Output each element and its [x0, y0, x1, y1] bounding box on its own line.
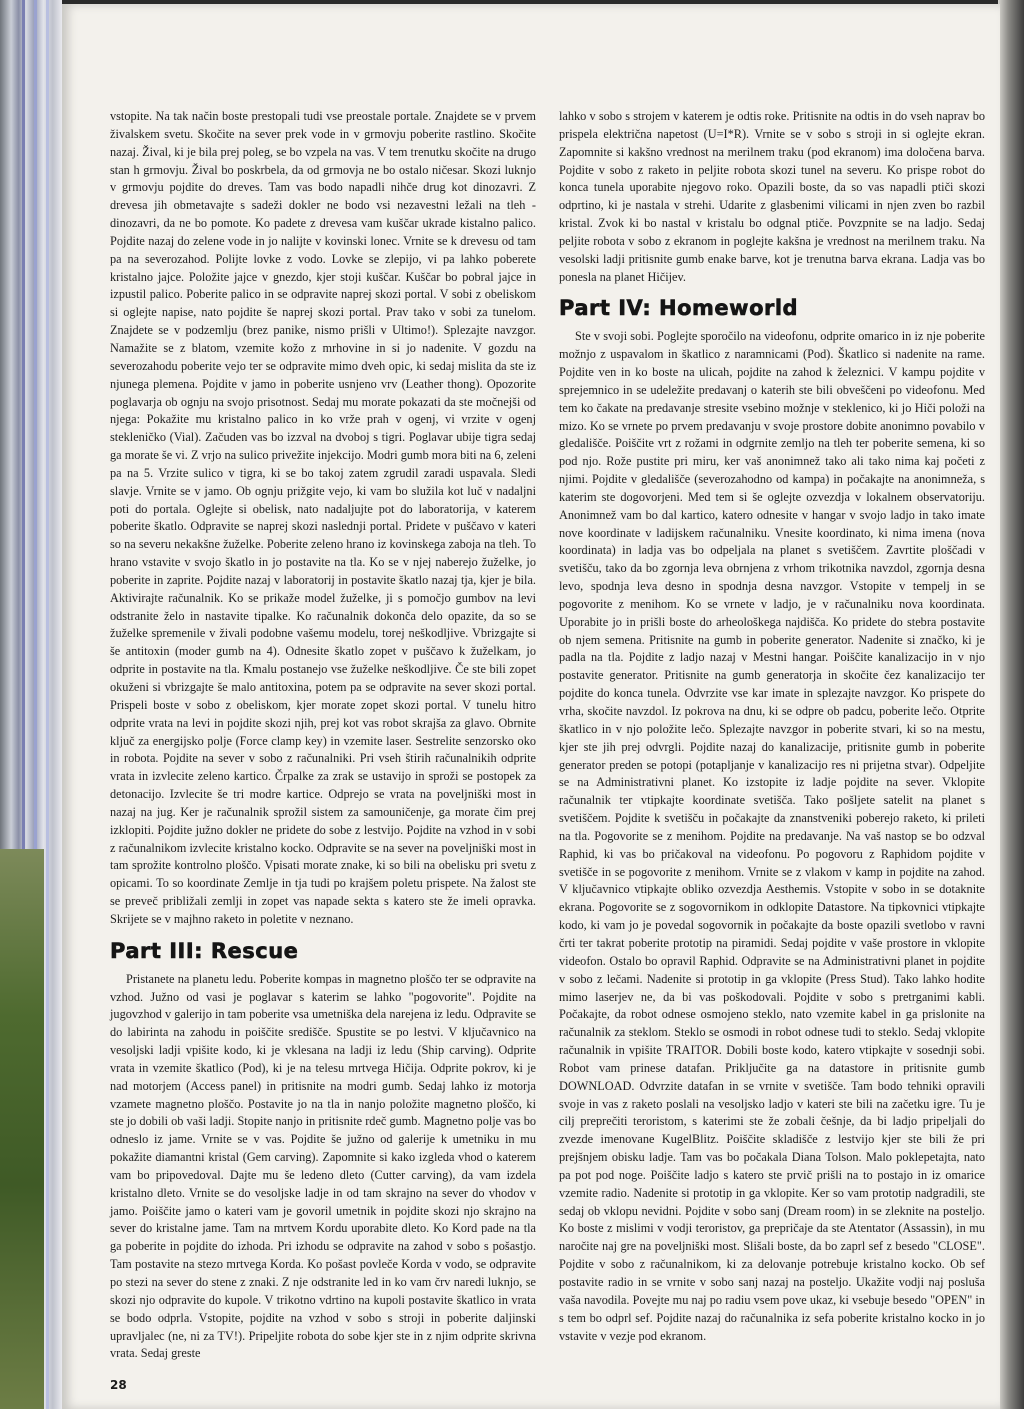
left-column [110, 108, 536, 1363]
right-column [559, 108, 985, 1345]
walkthrough-paragraph: Ste v svoji sobi. Poglejte sporočilo na videofonu, odprite omarico in iz nje poberite možnjo z uspavalom in škatlico z naramnicami (Pod). Škatlico si nadenite na rame. Pojdite ven in ko boste na ulicah, pojdite na zahod k železnici. V kampu pojdite v sprejemnico in se udeležite predavanj o katerih ste bili obveščeni po videofonu. Med tem ko čakate na predavanje stresite vsebino možnje v steklenico, ki jo Hiči položi na mizo. Ko se vrnete po prvem predavanju v svoje prostore dobite anonimno povabilo v gledališče. Poiščite vrt z rožami in odgrnite zemljo na tleh ter poberite semena, ki so pod njo. Rože pustite pri miru, ker vaš anonimnež tako ali tako nima kaj početi z njimi. Pojdite v gledališče (severozahodno od kampa) in počakajte na anonimneža, s katerim ste dogovorjeni. Med tem si še oglejte ozvezdja v lokalnem observatoriju. Anonimnež vam bo dal kartico, katero odnesite v hangar v svojo ladjo in tako imate nove koordinate v ladijskem računalniku. Vnesite koordinato, ki nima imena (nova koordinata) in ladja vas bo odpeljala na planet s svetiščem. Zavrtite ploščadi v svetišču, tako da bo zgornja leva obrnjena z vrhom trikotnika navzdol, zgornja desna levo, spodnja leva desno in spodnja desna navzgor. Vstopite v tempelj in se pogovorite z menihom. Ko se vrnete v ladjo, je v računalniku nova koordinata. Uporabite jo in prišli boste do arheološkega najdišča. Ko pridete do stebra postavite ob njem semena. Pritisnite na gumb in poberite generator. Nadenite si značko, ki je padla na tla. Pojdite z ladjo nazaj v Mestni hangar. Poiščite kanalizacijo in v njo postavite generator. Pritisnite na gumb generatorja in skočite čez kanalizacijo ter pojdite do konca tunela. Odvrzite vse kar imate in splezajte navzgor. Ko prispete do vrha, skočite navzdol. Iz pokrova na dnu, ki se odpre ob padcu, poberite lečo. Otprite škatlico in v njo položite lečo. Splezajte navzgor in poberite stvari, ki so na mestu, kjer ste jih prej odvrgli. Pojdite nazaj do kanalizacije, pritisnite gumb in poberite generator preden se potopi (potapljanje v kanalizacijo res ni prijetna stvar). Odpeljite se na Administrativni planet. Ko izstopite iz ladje pojdite na sever. Vklopite računalnik ter vtipkajte koordinate svetišča. Tako pošljete satelit na planet s svetiščem. Pojdite k svetišču in počakajte da znanstveniki poberejo raketo, ki prileti na tla. Pogovorite se z menihom. Pojdite na predavanje. Na vaš nastop se bo odzval Raphid, ki vas bo pričakoval na videofonu. Po pogovoru z Raphidom pojdite v svetišče in se pogovorite z menihom. Vrnite se z vlakom v kamp in pojdite na zahod. V ključavnico vtipkajte obliko ozvezdja Aesthemis. Vstopite v sobo in se dotaknite ekrana. Pogovorite se z sogovornikom in odklopite Datastore. Na tipkovnici vtipkajte kodo, ki vam jo je povedal sogovornik in počakajte da boste opazili svetlobo v ravni črti ter takrat poberite prototip na piramidi. Sedaj pojdite v vaše prostore in vklopite videofon. Ostalo bo opravil Raphid. Odpravite se na Administrativni planet in pojdite v sobo z lečami. Nadenite si prototip in ga vklopite (Press Stud). Tako lahko hodite mimo laserjev ne, da bi vas poškodovali. Pojdite v sobo s pretrganimi kabli. Počakajte, da robot odnese osmojeno steklo, nato vzemite kabel in ga prislonite na računalnik za steklom. Steklo se osmodi in robot odnese tudi to steklo. Sedaj vklopite računalnik in vpišite TRAITOR. Dobili boste kodo, katero vtipkajte v sosednji sobi. Robot vam prinese datafan. Priključite ga na datastore in pritisnite gumb DOWNLOAD. Odvrzite datafan in se vrnite v svetišče. Tam bodo tehniki opravili svoje in vas z raketo poslali na vesoljsko ladjo v kateri ste bili na začetku igre. Tu je cilj preprečiti teroristom, s katerimi ste že zobali češnje, da bi ladjo pripeljali do zvezde imenovane KugelBlitz. Poiščite skladišče z lestvijo kjer ste bili že pri prejšnjem obisku ladje. Tam vas bo počakala Diana Tolson. Malo poklepetajta, nato pa pot pod noge. Poiščite ladjo s katero ste prvič prišli na to postajo in iz omarice vzemite radio. Nadenite si prototip in ga vklopite. Ker so vam prototip nadgradili, ste sedaj ob vklopu nevidni. Pojdite v sobo sanj (Dream room) in se zleknite na posteljo. Ko boste z mislimi v vodji teroristov, ga prepričaje da ste Atentator (Assassin), in mu naročite naj gre na poveljniški most. Slišali boste, da bo zaprl sef z besedo "CLOSE". Pojdite v sobo z računalnikom, ki za delovanje potrebuje kristalno kocko. Ob sef postavite radio in se vrnite v sobo sanj nazaj na posteljo. Ukažite vodji naj posluša vaša navodila. Povejte mu naj po radiu vsem pove ukaz, ki vsebuje besedo "OPEN" in s tem bo odprl sef. Pojdite nazaj do računalnika iz sefa poberite kristalno kocko in jo vstavite v vezje pod ekranom. [559, 329, 985, 1343]
page-edge-stripe [46, 0, 49, 1409]
walkthrough-paragraph: lahko v sobo s strojem v katerem je odtis roke. Pritisnite na odtis in do vseh naprav bo prispela električna napetost (U=I*R). Vrnite se v sobo s stroji in si oglejte ekran. Zapomnite si kakšno vrednost na merilnem traku (pod ekranom) ima določena barva. Pojdite v sobo z raketo in peljite robota skozi tunel na severu. Ko prispe robot do konca tunela uporabite njegovo roko. Opazili boste, da so vas napadli ptiči skozi odprtino, ki je nastala v strehi. Udarite z glasbenimi vilicami in njen zven bo razbil kristal. Zvok ki bo nastal v kristalu bo odgnal ptiče. Povzpnite se na ladjo. Sedaj peljite robota v sobo z ekranom in poglejte kakšna je vrednost na merilnem traku. Na vesolski ladji pritisnite gumb enake barve, kot je trenutna barva ekrana. Ladja vas bo ponesla na planet Hičijev. [559, 109, 985, 284]
walkthrough-paragraph: Pristanete na planetu ledu. Poberite kompas in magnetno ploščo ter se odpravite na vzhod. Južno od vasi je poglavar s katerim se lahko "pogovorite". Pojdite na jugovzhod v galerijo in tam poberite vsa umetniška dela narejena iz ledu. Odpravite se do labirinta na zahodu in poiščite središče. Spustite se po lestvi. V ključavnico na vesoljski ladji vpišite kodo, ki je vklesana na ladji iz ledu (Ship carving). Odprite vrata in vzemite škatlico (Pod), ki je na telesu mrtvega Hičija. Odprite pokrov, ki je nad motorjem (Access panel) in pritisnite na modri gumb. Sedaj lahko iz motorja vzamete magnetno ploščo. Postavite jo na tla in nanjo položite magnetno ploščo, ki ste jo dobili ob vaši ladji. Stopite nanjo in pritisnite rdeč gumb. Magnetno polje vas bo odneslo iz jame. Vrnite se v vas. Pojdite še južno od galerije k umetniku in mu pokažite diamantni kristal (Gem carving). Zapomnite si kako izgleda vhod o katerem vam bo pripovedoval. Dajte mu še ledeno dleto (Cutter carving), da vam izdela kristalno dleto. Vrnite se do vesoljske ladje in od tam skrajno na sever do vhodov v jamo. Poiščite jamo o kateri vam je govoril umetnik in pojdite skozi njo skrajno na sever do kristalne jame. Tam na mrtvem Kordu uporabite dleto. Ko Kord pade na tla ga poberite in pojdite do izhoda. Pri izhodu se odpravite na zahod v sobo s pošastjo. Tam postavite na stezo mrtvega Korda. Ko pošast povleče Korda v vodo, se odpravite po stezi na sever do stene z znaki. Z nje odstranite led in ko vam črv naredi luknjo, se skozi njo odpravite do kupole. V trikotno vdrtino na kupoli postavite škatlico in vrata se bodo odprla. Vstopite, pojdite na vzhod v sobo s stroji in poberite daljinski upravljalec (ne, ni za TV!). Pripeljite robota do sobe kjer ste in z njim odprite skrivna vrata. Sedaj greste [110, 971, 536, 1361]
scan-background-photo [0, 849, 44, 1409]
magazine-page [62, 4, 1000, 1409]
section-heading-part-4: Part IV: Homeworld [559, 296, 799, 321]
section-heading-part-3: Part III: Rescue [110, 938, 299, 963]
walkthrough-paragraph: vstopite. Na tak način boste prestopali tudi vse preostale portale. Znajdete se v prvem živalskem svetu. Skočite na sever prek vode in v grmovju poberite rastlino. Skočite nazaj. Žival, ki je bila prej poleg, se bo vzpela na vas. V tem trenutku skočite na drugo stan h grmovju. Žival bo poskrbela, da od grmovja ne bo ostalo ničesar. Skozi luknjo v grmovju pojdite do dreves. Tam vas bodo napadli nihče drug kot dinozavri. Z drevesa jih obmetavajte s sadeži dokler ne bodo vsi nezavestni ležali na tleh - dinozavri, da ne bo pomote. Ko padete z drevesa vam kuščar ukrade kistalno palico. Pojdite nazaj do zelene vode in jo nalijte v kovinski lonec. Vrnite se k drevesu od tam pa na severozahod. Polijte lovke z vodo. Lovke se zlepijo, vi pa lahko poberete kristalno jajce. Položite jajce v gnezdo, kjer stoji kuščar. Kuščar bo pobral jajce in izpustil palico. Poberite palico in se odpravite naprej skozi portal. V sobi z obeliskom si oglejte napise, nato pojdite še naprej skozi portal. Prav tako v sobi za tunelom. Znajdete se v podzemlju (brez panike, nismo prišli v Ultimo!). Splezajte navzgor. Namažite se z blatom, vzemite kožo z mrhovine in si jo nadenite. V gozdu na severozahodu poberite vejo ter se odpravite mimo dveh opic, ki sedaj mislita da ste iz njunega plemena. Pojdite v jamo in poberite usnjeno vrv (Leather thong). Opozorite poglavarja ob ognju na svojo prisotnost. Sedaj mu morate pokazati da ste močnejši od njega: Pokažite mu kristalno palico in ko vrže prah v ogenj, vi vrzite v ogenj stekleničko (Vial). Začuden vas bo izzval na dvoboj s tigri. Poglavar ubije tigra sedaj ga morate še vi. Z vrjo na sulico privežite injekcijo. Modri gumb mora biti na 6, zeleni pa na 5. Vrzite sulico v tigra, ki se bo takoj zatem zgrudil zaradi uspavala. Sledi slavje. Vrnite se v jamo. Ob ognju prižgite vejo, ki vam bo služila kot luč v nadaljni poti do portala. Oglejte si obelisk, nato nadaljujte pot do laboratorija, v katerem poberite škatlo. Odpravite se naprej skozi naslednji portal. Pridete v puščavo v kateri so na severu nekakšne žuželke. Poberite zeleno hrano iz kovinskega zaboja na tleh. To hrano vstavite v svojo škatlo in jo postavite na tla. Ko se v njej naberejo žuželke, jo poberite in zaprite. Pojdite nazaj v laboratorij in postavite škatlo nazaj tja, kjer je bila. Aktivirajte računalnik. Ko se prikaže model žuželke, ji s pomočjo gumbov na levi odstranite želo in nastavite tipalke. Ko računalnik dokonča delo opazite, da so se žuželke spremenile v živali podobne vašemu modelu, torej neškodljive. Vbrizgajte si še antitoxin (moder gumb na 4). Odnesite škatlo zopet v puščavo k žuželkam, jo odprite in postavite na tla. Kmalu postanejo vse žuželke neškodljive. Če ste bili zopet okuženi si vbrizgajte še malo antitoxina, potem pa se odpravite na sever skozi portal. Prispeli boste v sobo z obeliskom, kjer morate zopet skozi portal. V tunelu hitro odprite vrata na levi in pojdite skozi njih, prej kot vas robot skrajša za glavo. Obrnite ključ za energijsko polje (Force clamp key) in vzemite laser. Sestrelite senzorsko oko in robota. Pojdite na sever v sobo z računalniki. Pri vseh štirih računalnikih odprite vrata in izvlecite zeleno kartico. Črpalke za zrak se ustavijo in sproži se postopek za detonacijo. Izvlecite še tri modre kartice. Odprejo se vrata na poveljniški most in nazaj na jug. Ker je računalnik sprožil sistem za samouničenje, ga morate čim prej izklopiti. Pojdite južno dokler ne pridete do sobe z lestvijo. Pojdite na vzhod in v sobi z računalnikom izvlecite kristalno kocko. Odpravite se na sever na poveljniški most in tam sprožite kontrolno ploščo. Vpisati morate znake, ki so bili na obelisku pri svetu z opicami. To so koordinate Zemlje in tja tudi po krajšem poletu prispete. Na žalost ste se preveč približali zemlji in zopet vas napade sekta s katero ste že imeli opravka. Skrijete se v majhno raketo in poletite v neznano. [110, 109, 536, 926]
scan-right-edge [998, 0, 1024, 1409]
scan-binding-edge [0, 0, 62, 1409]
page-number: 28 [110, 1378, 127, 1392]
